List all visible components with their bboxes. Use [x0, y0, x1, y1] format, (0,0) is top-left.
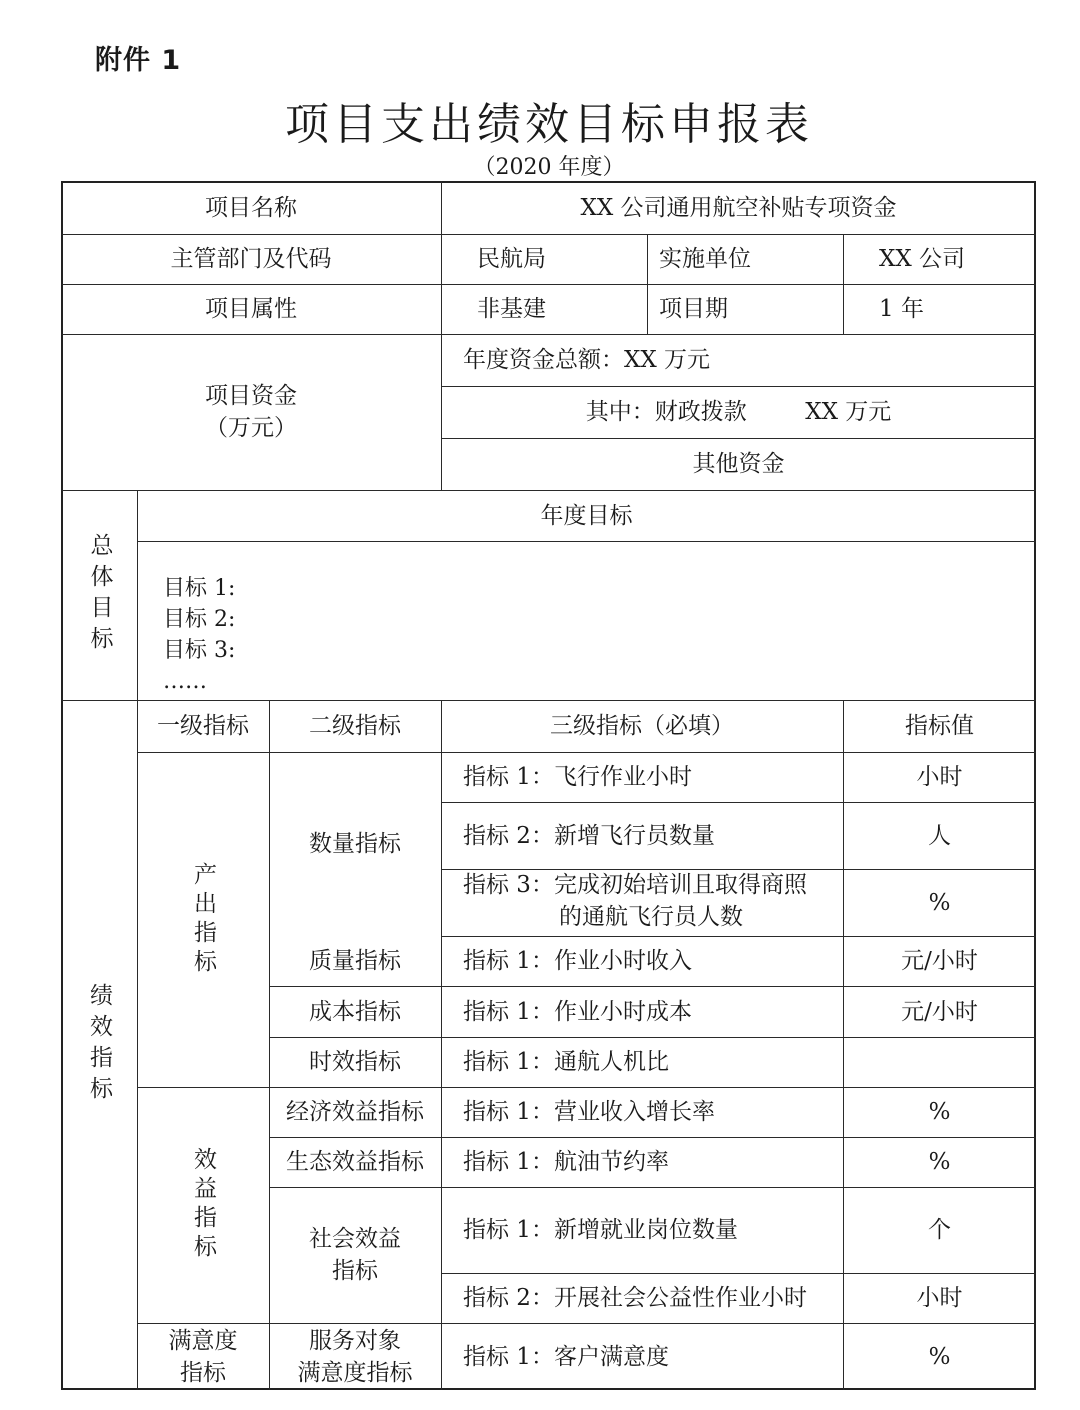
- table-row-value: 小时: [916, 764, 963, 790]
- dept-label: 主管部门及代码: [170, 246, 332, 272]
- service-label-line2: 满意度指标: [297, 1359, 413, 1386]
- impl-label: 实施单位: [659, 246, 751, 272]
- social-label-line1: 社会效益: [309, 1226, 401, 1252]
- table-row-value: 小时: [916, 1285, 963, 1311]
- annual-goal-header: 年度目标: [540, 502, 633, 529]
- goal-item: 目标 3:: [163, 638, 236, 663]
- attr-label: 项目属性: [205, 296, 297, 322]
- table-row-value: 元/小时: [901, 948, 978, 974]
- table-row-text: 指标 2：开展社会公益性作业小时: [463, 1285, 807, 1311]
- impl-value: XX 公司: [879, 246, 966, 272]
- quality-indicator: 质量指标: [309, 948, 401, 974]
- period-label: 项目期: [659, 296, 728, 322]
- funds-label-line2: （万元）: [205, 415, 297, 441]
- social-label-line2: 指标: [332, 1258, 378, 1284]
- table-row-text: 指标 1：营业收入增长率: [463, 1099, 715, 1125]
- economic-benefit-indicator: 经济效益指标: [286, 1099, 424, 1125]
- funds-other: 其他资金: [692, 451, 785, 477]
- period-value: 1 年: [879, 296, 924, 322]
- funds-total: 年度资金总额：XX 万元: [463, 347, 711, 373]
- table-row-text: [441, 869, 843, 936]
- table-row-text: 指标 1：航油节约率: [463, 1149, 669, 1175]
- table-row-value: %: [928, 1099, 951, 1125]
- service-satisfaction-indicator: [269, 1323, 441, 1390]
- table-row-text: 指标 1：新增就业岗位数量: [463, 1217, 738, 1243]
- output-indicator-label: 产出指标: [190, 861, 216, 978]
- col-level1: 一级指标: [157, 713, 249, 739]
- goal-item: 目标 1:: [163, 576, 236, 601]
- goal-list: [163, 573, 235, 697]
- col-value: 指标值: [905, 713, 974, 739]
- goal-item: 目标 2:: [163, 607, 236, 632]
- goal-item: ……: [163, 669, 207, 694]
- funds-fiscal: 其中：财政拨款 XX 万元: [585, 399, 892, 425]
- table-row-value: [843, 1037, 1036, 1087]
- attachment-label: 附件 1: [95, 45, 182, 76]
- row-text-line1: 指标 3：完成初始培训且取得商照: [463, 872, 807, 898]
- col-level2: 二级指标: [309, 713, 401, 739]
- quantity-indicator: 数量指标: [309, 831, 401, 857]
- attr-value: 非基建: [477, 296, 546, 322]
- dept-value: 民航局: [477, 246, 546, 272]
- service-label-line1: 服务对象: [309, 1327, 401, 1354]
- overall-goal-label: 总体目标: [86, 533, 113, 657]
- project-name-label: 项目名称: [205, 194, 297, 221]
- table-row-value: 元/小时: [901, 998, 978, 1025]
- cost-indicator: 成本指标: [309, 998, 401, 1025]
- table-row-value: 个: [928, 1217, 951, 1243]
- table-row-value: %: [928, 889, 951, 916]
- benefit-indicator-label: 效益指标: [190, 1147, 216, 1263]
- table-row-value: 人: [928, 822, 951, 849]
- table-row-text: 指标 1：作业小时成本: [463, 998, 692, 1025]
- perf-indicator-label: 绩效指标: [86, 983, 112, 1107]
- funds-label: [61, 334, 441, 490]
- timeliness-indicator: 时效指标: [309, 1049, 401, 1075]
- table-row-text: 指标 1：客户满意度: [463, 1343, 669, 1370]
- row-text-line2: 的通航飞行员人数: [559, 904, 743, 930]
- satisfaction-indicator-label: [137, 1323, 269, 1390]
- table-row-text: 指标 1：作业小时收入: [463, 948, 692, 974]
- table-row-text: 指标 2：新增飞行员数量: [463, 822, 715, 849]
- table-row-text: 指标 1：飞行作业小时: [463, 764, 692, 790]
- funds-label-line1: 项目资金: [205, 383, 297, 409]
- table-row-text: 指标 1：通航人机比: [463, 1049, 669, 1075]
- satisfaction-label-line1: 满意度: [168, 1327, 238, 1354]
- form-title: 项目支出绩效目标申报表: [285, 99, 813, 150]
- col-level3: 三级指标（必填）: [550, 713, 734, 739]
- project-name-value: XX 公司通用航空补贴专项资金: [580, 194, 897, 221]
- form-year: （2020 年度）: [473, 155, 625, 180]
- table-row-value: %: [928, 1149, 951, 1175]
- table-row-value: %: [928, 1343, 951, 1370]
- social-benefit-indicator: [269, 1187, 441, 1323]
- ecological-benefit-indicator: 生态效益指标: [286, 1149, 424, 1175]
- satisfaction-label-line2: 指标: [180, 1359, 226, 1386]
